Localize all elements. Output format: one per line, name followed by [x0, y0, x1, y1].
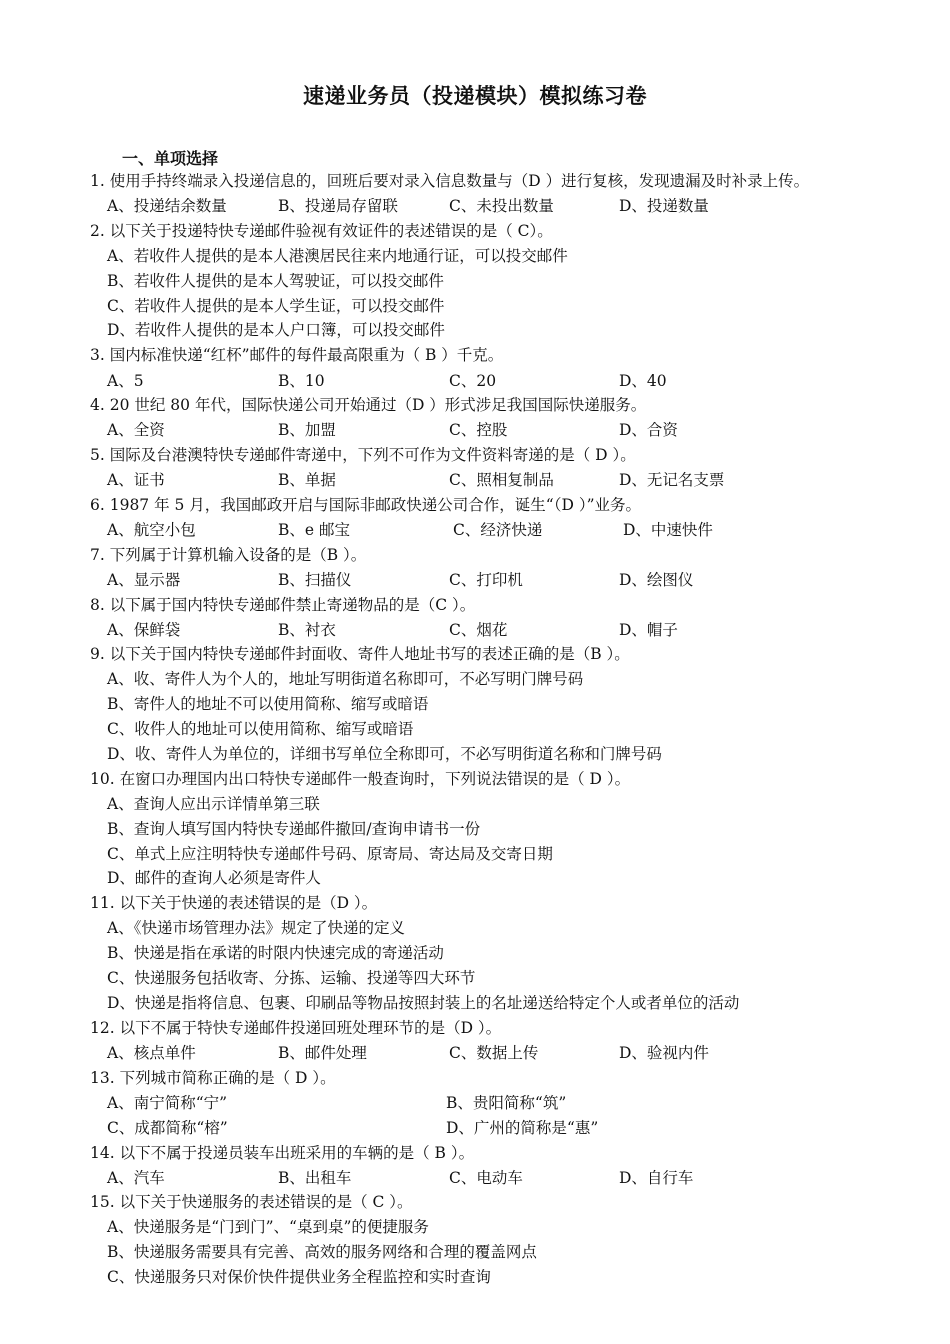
option-c: C、快递服务包括收寄、分拣、运输、投递等四大环节	[107, 969, 476, 987]
option-b: B、扫描仪	[278, 571, 352, 589]
option-c: C、成都简称“榕”	[107, 1119, 228, 1137]
question-2: 2. 以下关于投递特快专递邮件验视有效证件的表述错误的是（ C）。	[90, 222, 553, 240]
option-b: B、衬衣	[278, 621, 336, 639]
option-b: B、加盟	[278, 421, 336, 439]
question-4: 4. 20 世纪 80 年代，国际快递公司开始通过（D ）形式涉足我国国际快递服务。	[90, 396, 647, 414]
option-d: D、快递是指将信息、包裹、印刷品等物品按照封装上的名址递送给特定个人或者单位的活动	[107, 994, 740, 1012]
option-c: C、快递服务只对保价快件提供业务全程监控和实时查询	[107, 1268, 491, 1286]
question-13: 13. 下列城市简称正确的是（ D ）。	[90, 1069, 336, 1087]
question-15: 15. 以下关于快递服务的表述错误的是（ C ）。	[90, 1193, 413, 1211]
option-c: C、照相复制品	[449, 471, 554, 489]
section-heading: 一、单项选择	[122, 149, 219, 168]
question-1: 1. 使用手持终端录入投递信息的，回班后要对录入信息数量与（D ）进行复核，发现遗漏及时补录上传。	[90, 172, 810, 190]
question-6: 6. 1987 年 5 月，我国邮政开启与国际非邮政快递公司合作，诞生“（D ）”业务。	[90, 496, 642, 514]
option-a: A、若收件人提供的是本人港澳居民往来内地通行证，可以投交邮件	[107, 247, 568, 265]
option-a: A、5	[107, 372, 144, 390]
question-11: 11. 以下关于快递的表述错误的是（D ）。	[90, 894, 378, 912]
option-d: D、验视内件	[619, 1044, 709, 1062]
option-a: A、快递服务是“门到门”、“桌到桌”的便捷服务	[107, 1218, 429, 1236]
option-a: A、《快递市场管理办法》规定了快递的定义	[107, 919, 405, 937]
option-a: A、查询人应出示详情单第三联	[107, 795, 320, 813]
option-c: C、经济快递	[453, 521, 543, 539]
option-a: A、核点单件	[107, 1044, 196, 1062]
option-c: C、20	[449, 372, 497, 390]
option-c: C、收件人的地址可以使用简称、缩写或暗语	[107, 720, 414, 738]
option-c: C、数据上传	[449, 1044, 539, 1062]
page-title: 速递业务员（投递模块）模拟练习卷	[303, 83, 647, 108]
question-9: 9. 以下关于国内特快专递邮件封面收、寄件人地址书写的表述正确的是（B ）。	[90, 645, 630, 663]
option-c: C、打印机	[449, 571, 523, 589]
question-10: 10. 在窗口办理国内出口特快专递邮件一般查询时，下列说法错误的是（ D ）。	[90, 770, 631, 788]
option-c: C、单式上应注明特快专递邮件号码、原寄局、寄达局及交寄日期	[107, 845, 553, 863]
option-a: A、汽车	[107, 1169, 165, 1187]
option-b: B、贵阳简称“筑”	[446, 1094, 567, 1112]
option-a: A、保鲜袋	[107, 621, 181, 639]
option-b: B、快递是指在承诺的时限内快速完成的寄递活动	[107, 944, 444, 962]
option-b: B、单据	[278, 471, 336, 489]
option-a: A、收、寄件人为个人的，地址写明街道名称即可，不必写明门牌号码	[107, 670, 584, 688]
option-a: A、南宁简称“宁”	[107, 1094, 228, 1112]
option-d: D、投递数量	[619, 197, 709, 215]
option-b: B、查询人填写国内特快专递邮件撤回/查询申请书一份	[107, 820, 481, 838]
option-d: D、帽子	[619, 621, 678, 639]
option-c: C、烟花	[449, 621, 508, 639]
option-d: D、无记名支票	[619, 471, 725, 489]
option-c: C、未投出数量	[449, 197, 554, 215]
question-8: 8. 以下属于国内特快专递邮件禁止寄递物品的是（C ）。	[90, 596, 476, 614]
option-d: D、若收件人提供的是本人户口簿，可以投交邮件	[107, 321, 445, 339]
option-d: D、中速快件	[623, 521, 713, 539]
option-d: D、合资	[619, 421, 678, 439]
option-b: B、投递局存留联	[278, 197, 398, 215]
option-c: C、控股	[449, 421, 508, 439]
option-a: A、证书	[107, 471, 165, 489]
question-14: 14. 以下不属于投递员装车出班采用的车辆的是（ B ）。	[90, 1144, 475, 1162]
option-a: A、投递结余数量	[107, 197, 227, 215]
option-d: D、收、寄件人为单位的，详细书写单位全称即可，不必写明街道名称和门牌号码	[107, 745, 662, 763]
option-d: D、绘图仪	[619, 571, 694, 589]
option-a: A、航空小包	[107, 521, 196, 539]
question-12: 12. 以下不属于特快专递邮件投递回班处理环节的是（D ）。	[90, 1019, 502, 1037]
option-b: B、快递服务需要具有完善、高效的服务网络和合理的覆盖网点	[107, 1243, 537, 1261]
option-b: B、寄件人的地址不可以使用简称、缩写或暗语	[107, 695, 429, 713]
option-a: A、显示器	[107, 571, 181, 589]
option-d: D、广州的简称是“惠”	[446, 1119, 599, 1137]
option-d: D、邮件的查询人必须是寄件人	[107, 869, 321, 887]
option-b: B、10	[278, 372, 325, 390]
option-c: C、电动车	[449, 1169, 523, 1187]
option-b: B、若收件人提供的是本人驾驶证，可以投交邮件	[107, 272, 444, 290]
option-d: D、40	[619, 372, 667, 390]
option-b: B、出租车	[278, 1169, 352, 1187]
option-c: C、若收件人提供的是本人学生证，可以投交邮件	[107, 297, 445, 315]
option-b: B、邮件处理	[278, 1044, 367, 1062]
option-d: D、自行车	[619, 1169, 694, 1187]
question-7: 7. 下列属于计算机输入设备的是（B ）。	[90, 546, 367, 564]
option-a: A、全资	[107, 421, 165, 439]
question-5: 5. 国际及台港澳特快专递邮件寄递中，下列不可作为文件资料寄递的是（ D ）。	[90, 446, 636, 464]
question-3: 3. 国内标准快递“红杯”邮件的每件最高限重为（ B ）千克。	[90, 346, 504, 364]
option-b: B、e 邮宝	[278, 521, 350, 539]
